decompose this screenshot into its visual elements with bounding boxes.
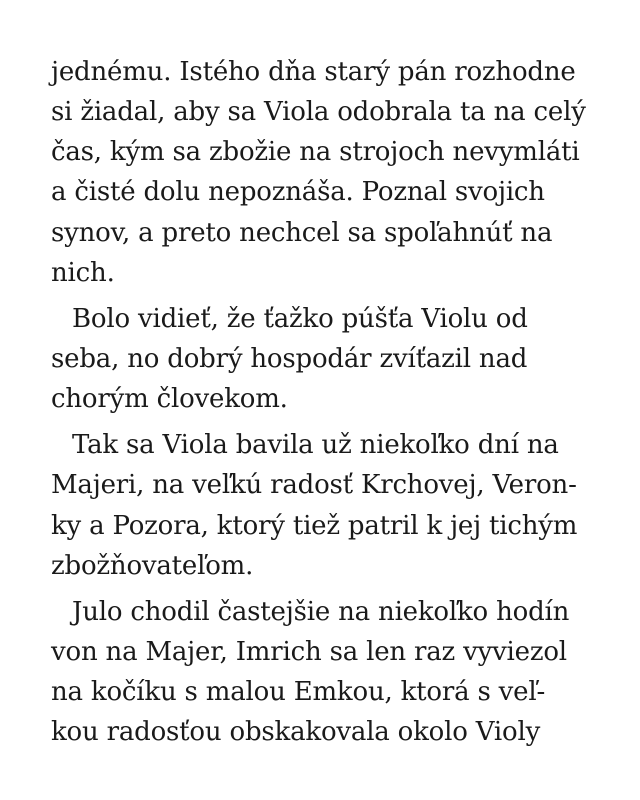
paragraph-start-line: Tak sa Viola bavila už niekoľko dní na bbox=[72, 430, 559, 460]
paragraph-start-line: Julo chodil častejšie na niekoľko hodín bbox=[72, 597, 570, 627]
paragraph-start-line: Bolo vidieť, že ťažko púšťa Violu od bbox=[72, 304, 528, 334]
text-line: nich. bbox=[51, 258, 115, 288]
text-line: von na Majer, Imrich sa len raz vyviezol bbox=[51, 637, 567, 667]
text-line: Majeri, na veľkú radosť Krchovej, Veron- bbox=[51, 470, 577, 500]
text-line: synov, a preto nechcel sa spoľahnúť na bbox=[51, 218, 553, 248]
text-line: kou radosťou obskakovala okolo Violy bbox=[51, 717, 541, 747]
text-line: zbožňovateľom. bbox=[51, 551, 254, 581]
text-line: seba, no dobrý hospodár zvíťazil nad bbox=[51, 344, 528, 374]
text-line: chorým človekom. bbox=[51, 384, 288, 414]
text-line: si žiadal, aby sa Viola odobrala ta na celý bbox=[51, 97, 586, 127]
text-line: čas, kým sa zbožie na strojoch nevymláti bbox=[51, 137, 580, 167]
text-line: a čisté dolu nepoznáša. Poznal svojich bbox=[51, 177, 545, 207]
text-line: ky a Pozora, ktorý tiež patril k jej tichým bbox=[51, 511, 578, 541]
text-line: jednému. Istého dňa starý pán rozhodne bbox=[51, 57, 576, 87]
text-line: na kočíku s malou Emkou, ktorá s veľ- bbox=[51, 677, 546, 707]
